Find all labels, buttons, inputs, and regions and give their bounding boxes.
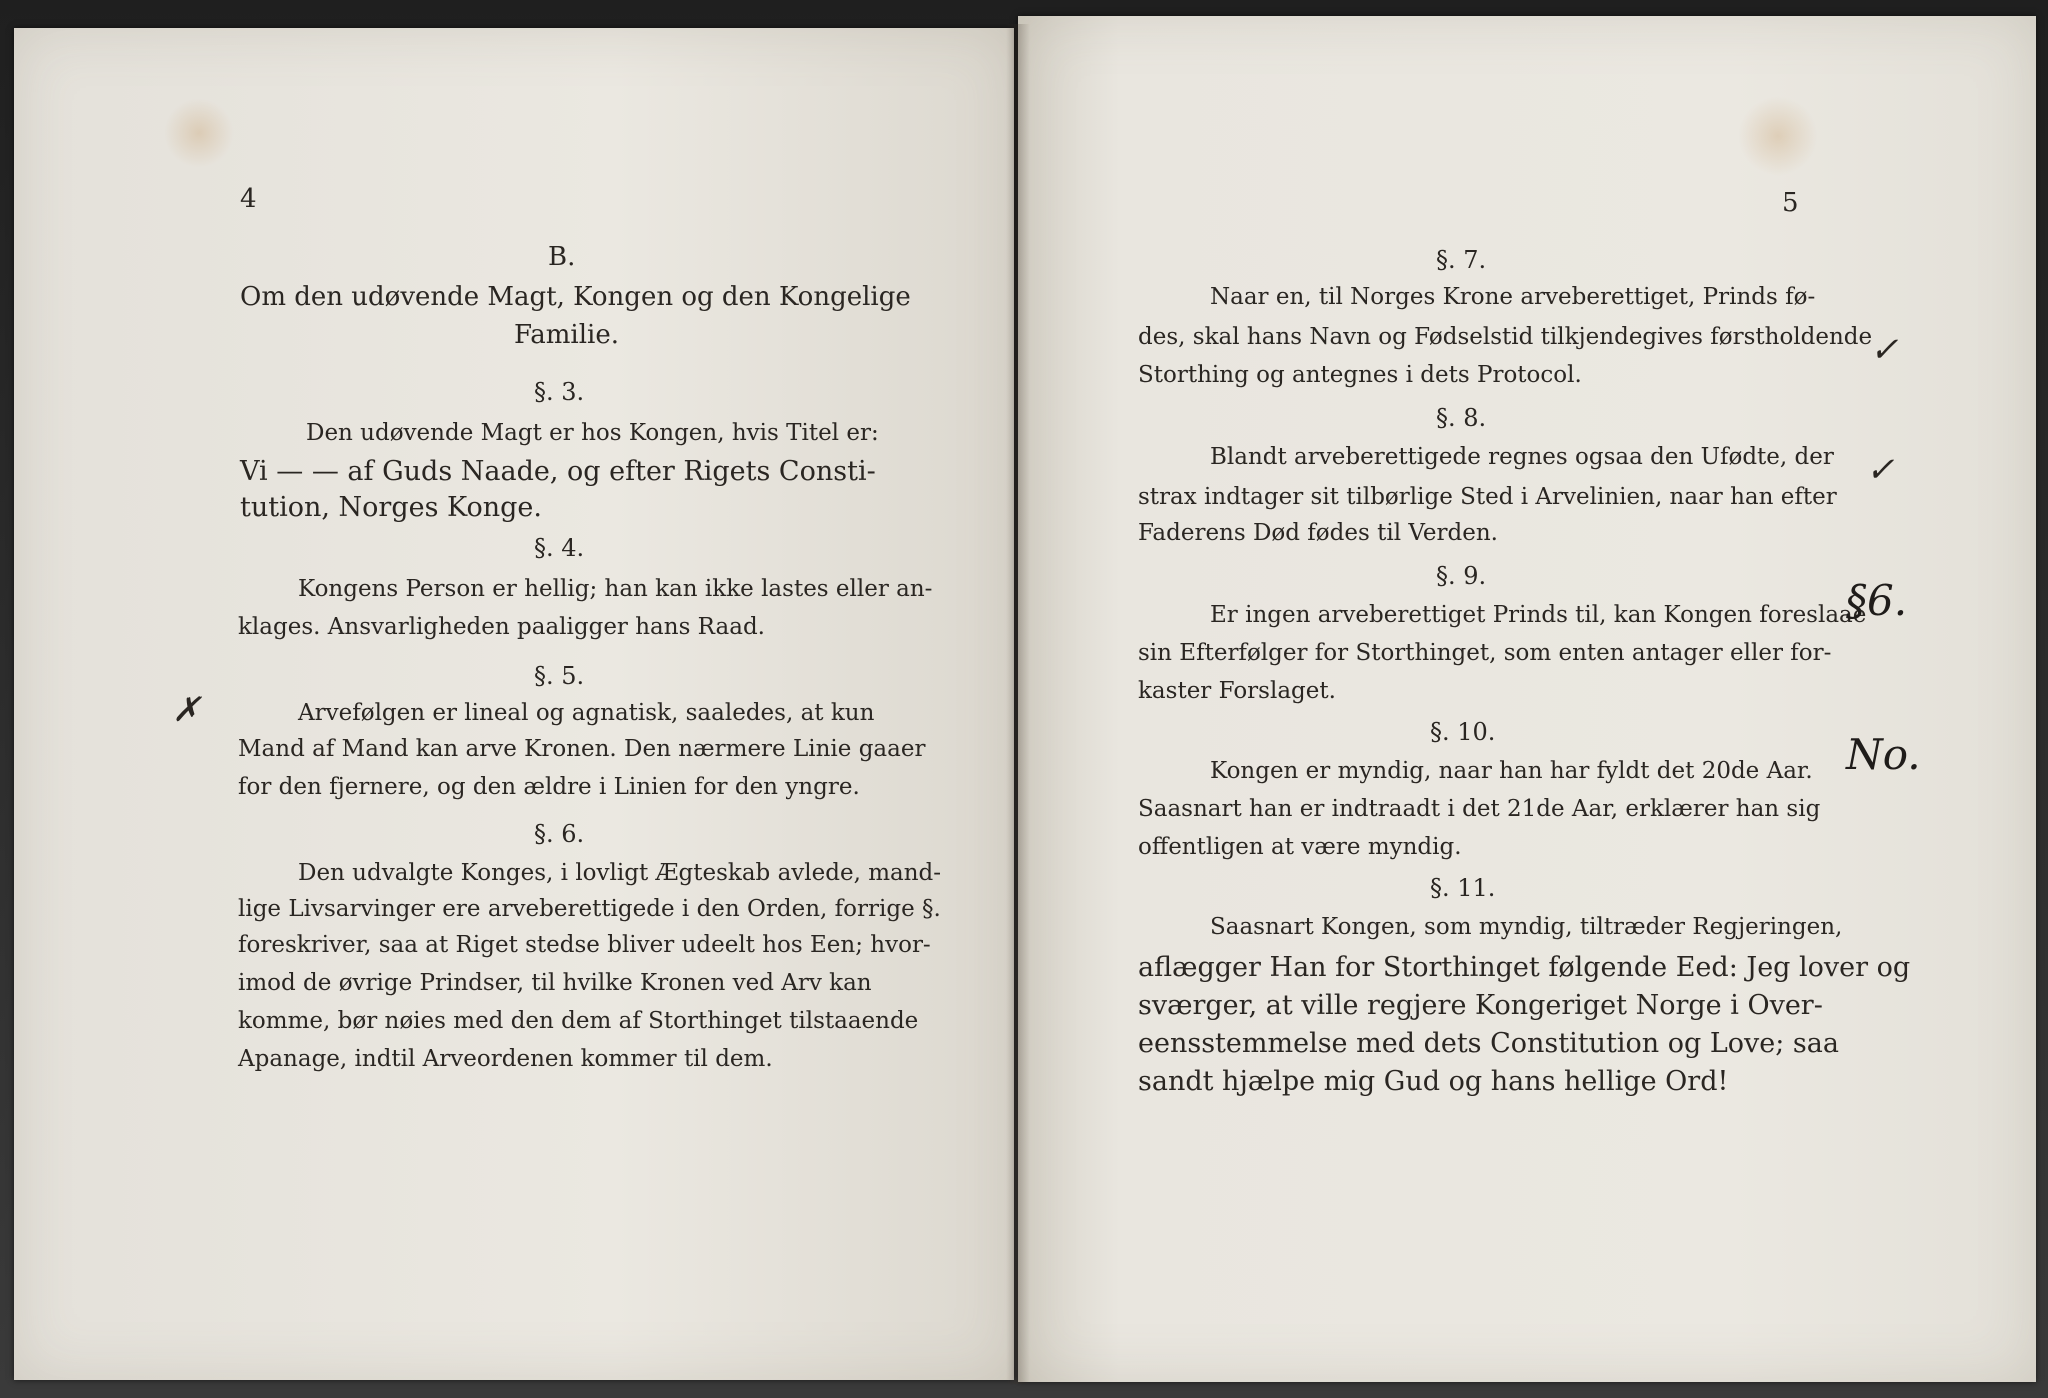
text-line: Kongens Person er hellig; han kan ikke lastes eller an- [298, 576, 933, 602]
paper-stain [1738, 96, 1818, 176]
book-spine [1006, 24, 1030, 1384]
section-heading: §. 8. [1436, 404, 1487, 432]
text-line: Naar en, til Norges Krone arveberettiget, Prinds fø- [1210, 284, 1816, 310]
paper-stain [164, 98, 234, 168]
section-heading: §. 6. [534, 820, 585, 848]
text-line: sin Efterfølger for Storthinget, som enten antager eller for- [1138, 640, 1832, 666]
right-page-number: 5 [1782, 188, 1799, 218]
text-line: offentligen at være myndig. [1138, 834, 1462, 860]
handwritten-annotation: §6. [1846, 576, 1908, 625]
text-line: Er ingen arveberettiget Prinds til, kan Kongen foreslaae [1210, 602, 1867, 628]
text-line: imod de øvrige Prindser, til hvilke Kronen ved Arv kan [238, 970, 872, 996]
left-page-number: 4 [240, 184, 257, 214]
section-heading: §. 11. [1430, 874, 1496, 902]
text-line: aflægger Han for Storthinget følgende Eed: Jeg lover og [1138, 952, 1911, 983]
text-line: Storthing og antegnes i dets Protocol. [1138, 362, 1582, 388]
text-line: komme, bør nøies med den dem af Storthinget tilstaaende [238, 1008, 919, 1034]
text-line: eensstemmelse med dets Constitution og Love; saa [1138, 1028, 1839, 1059]
section-heading: §. 3. [534, 378, 585, 406]
chapter-title-line1: Om den udøvende Magt, Kongen og den Kongelige [240, 282, 911, 312]
text-line: Saasnart Kongen, som myndig, tiltræder Regjeringen, [1210, 914, 1843, 940]
pencil-mark-icon: ✓ [1866, 450, 1895, 490]
text-line: foreskriver, saa at Riget stedse bliver udeelt hos Een; hvor- [238, 932, 931, 958]
text-line: klages. Ansvarligheden paaligger hans Raad. [238, 614, 765, 640]
text-line: Den udøvende Magt er hos Kongen, hvis Titel er: [306, 420, 879, 446]
text-line: Saasnart han er indtraadt i det 21de Aar, erklærer han sig [1138, 796, 1821, 822]
text-line: Mand af Mand kan arve Kronen. Den nærmere Linie gaaer [238, 736, 926, 762]
text-line: kaster Forslaget. [1138, 678, 1336, 704]
text-line: Faderens Død fødes til Verden. [1138, 520, 1498, 546]
text-line: Kongen er myndig, naar han har fyldt det 20de Aar. [1210, 758, 1813, 784]
text-line: sandt hjælpe mig Gud og hans hellige Ord! [1138, 1066, 1729, 1097]
pencil-mark-icon: ✓ [1870, 330, 1899, 370]
text-line: for den fjernere, og den ældre i Linien for den yngre. [238, 774, 860, 800]
text-line: tution, Norges Konge. [240, 492, 542, 523]
section-heading: §. 5. [534, 662, 585, 690]
text-line: sværger, at ville regjere Kongeriget Norge i Over- [1138, 990, 1823, 1021]
section-heading: §. 10. [1430, 718, 1496, 746]
section-heading: §. 4. [534, 534, 585, 562]
text-line: strax indtager sit tilbørlige Sted i Arvelinien, naar han efter [1138, 484, 1837, 510]
pencil-mark-icon: ✗ [172, 690, 201, 730]
section-heading: §. 9. [1436, 562, 1487, 590]
chapter-title-line2: Familie. [514, 320, 620, 350]
text-line: Arvefølgen er lineal og agnatisk, saaledes, at kun [298, 700, 875, 726]
section-heading: §. 7. [1436, 246, 1487, 274]
text-line: Vi — — af Guds Naade, og efter Rigets Consti- [240, 456, 876, 487]
text-line: Den udvalgte Konges, i lovligt Ægteskab avlede, mand- [298, 860, 942, 886]
text-line: lige Livsarvinger ere arveberettigede i den Orden, forrige §. [238, 896, 941, 922]
text-line: Blandt arveberettigede regnes ogsaa den Ufødte, der [1210, 444, 1834, 470]
text-line: Apanage, indtil Arveordenen kommer til dem. [238, 1046, 773, 1072]
handwritten-annotation: No. [1846, 730, 1921, 779]
section-letter: B. [548, 242, 576, 272]
text-line: des, skal hans Navn og Fødselstid tilkjendegives førstholdende [1138, 324, 1873, 350]
